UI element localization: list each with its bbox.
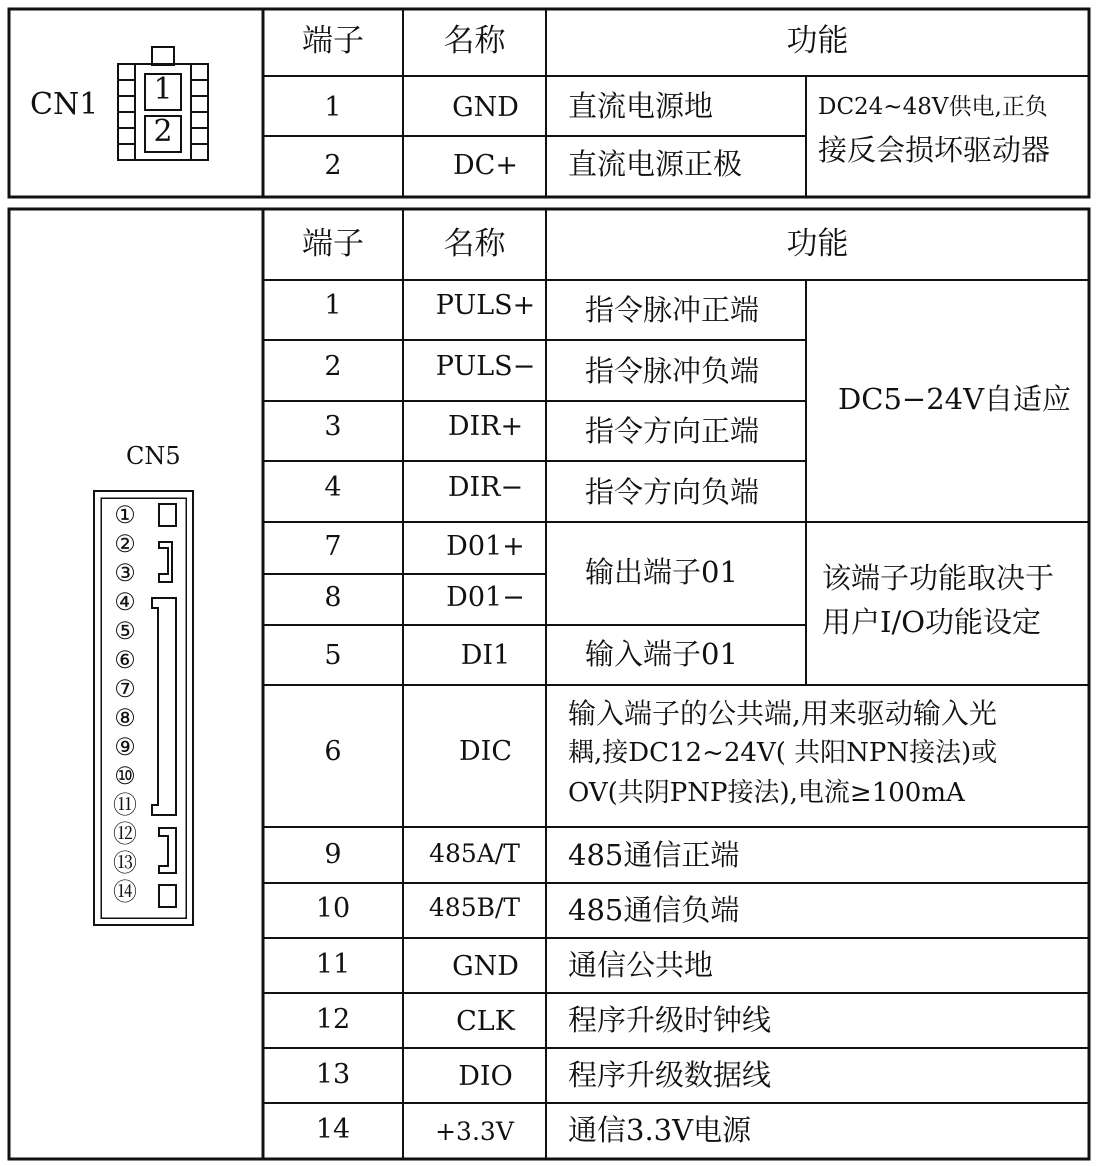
cn1-row-1-name: GND <box>452 92 519 123</box>
cn5-pin-11: ⑪ <box>113 791 137 819</box>
cn5-header-terminal: 端子 <box>302 226 364 262</box>
cn5-row-1-terminal: 1 <box>324 290 342 321</box>
cn5-row-13-terminal: 13 <box>315 1059 351 1090</box>
cn5-row-6-name: DIC <box>459 736 512 767</box>
cn5-row-8-name: D01− <box>446 582 525 613</box>
cn5-pin-10: ⑩ <box>114 762 136 790</box>
cn5-pin-13: ⑬ <box>113 849 137 877</box>
cn1-header-terminal: 端子 <box>302 23 364 59</box>
cn5-header-function: 功能 <box>786 226 849 262</box>
cn1-row-2-name: DC+ <box>453 150 518 181</box>
cn5-row-2-terminal: 2 <box>324 351 342 382</box>
cn1-pin-1-label: 1 <box>153 72 173 107</box>
cn5-pin-12: ⑫ <box>113 820 137 848</box>
cn5-pin-14: ⑭ <box>113 878 137 906</box>
cn5-row-4-function: 指令方向负端 <box>585 475 760 509</box>
cn5-row-8-terminal: 8 <box>324 582 342 613</box>
cn5-io-note-line-1: 该端子功能取决于 <box>822 561 1055 595</box>
cn1-header-name: 名称 <box>443 23 506 59</box>
cn5-pin-2: ② <box>114 530 136 558</box>
cn5-row-11-function: 通信公共地 <box>568 948 714 982</box>
cn5-pin-6: ⑥ <box>114 646 136 674</box>
cn5-row-2-name: PULS− <box>435 351 536 382</box>
cn1-note-line-1: DC24~48V供电,正负 <box>818 94 1048 120</box>
cn1-row-1-terminal: 1 <box>324 92 342 123</box>
cn5-row-3-name: DIR+ <box>447 411 524 442</box>
cn5-row-3-function: 指令方向正端 <box>585 414 760 448</box>
cn1-pin-2-label: 2 <box>153 114 173 149</box>
cn5-row-9-name: 485A/T <box>429 839 520 868</box>
cn5-row-4-terminal: 4 <box>324 472 342 503</box>
cn5-row-1-function: 指令脉冲正端 <box>585 293 760 327</box>
cn1-row-1-function: 直流电源地 <box>568 89 714 123</box>
cn1-note-line-2: 接反会损坏驱动器 <box>818 133 1051 167</box>
cn5-row-13-name: DIO <box>458 1061 513 1092</box>
cn5-row-12-terminal: 12 <box>315 1004 351 1035</box>
cn5-row-7-name: D01+ <box>446 531 525 562</box>
cn5-row-6-function-line-1: 输入端子的公共端,用来驱动输入光 <box>568 697 997 730</box>
cn5-row-1-name: PULS+ <box>435 290 536 321</box>
cn5-row-13-function: 程序升级数据线 <box>568 1058 772 1092</box>
cn5-row-7-terminal: 7 <box>324 531 342 562</box>
cn5-row-6-function-line-3: OV(共阴PNP接法),电流≥100mA <box>568 778 965 808</box>
cn5-io-note-line-2: 用户I/O功能设定 <box>822 605 1042 639</box>
cn5-row-10-name: 485B/T <box>428 893 521 922</box>
cn5-row-10-terminal: 10 <box>315 893 351 924</box>
cn5-pin-4: ④ <box>114 588 136 616</box>
cn5-row-12-name: CLK <box>456 1006 515 1037</box>
cn5-row-14-name: +3.3V <box>435 1117 514 1146</box>
cn5-row-5-function: 输入端子01 <box>585 637 738 671</box>
cn5-pin-1: ① <box>114 501 136 529</box>
cn5-row-11-terminal: 11 <box>315 949 351 980</box>
cn5-row-4-name: DIR− <box>447 472 524 503</box>
cn5-row-6-terminal: 6 <box>324 736 342 767</box>
cn5-pin-8: ⑧ <box>114 704 136 732</box>
cn5-pin-3: ③ <box>114 559 136 587</box>
cn5-row-3-terminal: 3 <box>324 411 342 442</box>
cn5-row-6-function-line-2: 耦,接DC12~24V( 共阳NPN接法)或 <box>568 738 998 768</box>
cn1-label: CN1 <box>30 87 99 122</box>
cn5-dc-note: DC5−24V自适应 <box>838 382 1072 416</box>
cn5-row-5-terminal: 5 <box>324 640 342 671</box>
cn5-row-14-function: 通信3.3V电源 <box>568 1113 752 1147</box>
cn5-row-9-function: 485通信正端 <box>568 838 740 872</box>
cn5-pin-7: ⑦ <box>114 675 136 703</box>
cn5-row-12-function: 程序升级时钟线 <box>568 1003 772 1037</box>
cn1-row-2-function: 直流电源正极 <box>568 147 743 181</box>
cn5-row-10-function: 485通信负端 <box>568 893 740 927</box>
cn5-label: CN5 <box>126 442 181 470</box>
cn1-header-function: 功能 <box>786 23 849 59</box>
cn5-row-5-name: DI1 <box>460 640 511 671</box>
cn5-output-function: 输出端子01 <box>585 555 738 589</box>
cn1-row-2-terminal: 2 <box>324 150 342 181</box>
cn5-row-9-terminal: 9 <box>324 839 342 870</box>
cn5-pin-5: ⑤ <box>114 617 136 645</box>
cn5-pin-9: ⑨ <box>114 733 136 761</box>
cn5-row-14-terminal: 14 <box>315 1114 351 1145</box>
cn5-row-2-function: 指令脉冲负端 <box>585 354 760 388</box>
cn5-header-name: 名称 <box>443 226 506 262</box>
cn5-row-11-name: GND <box>452 951 519 982</box>
